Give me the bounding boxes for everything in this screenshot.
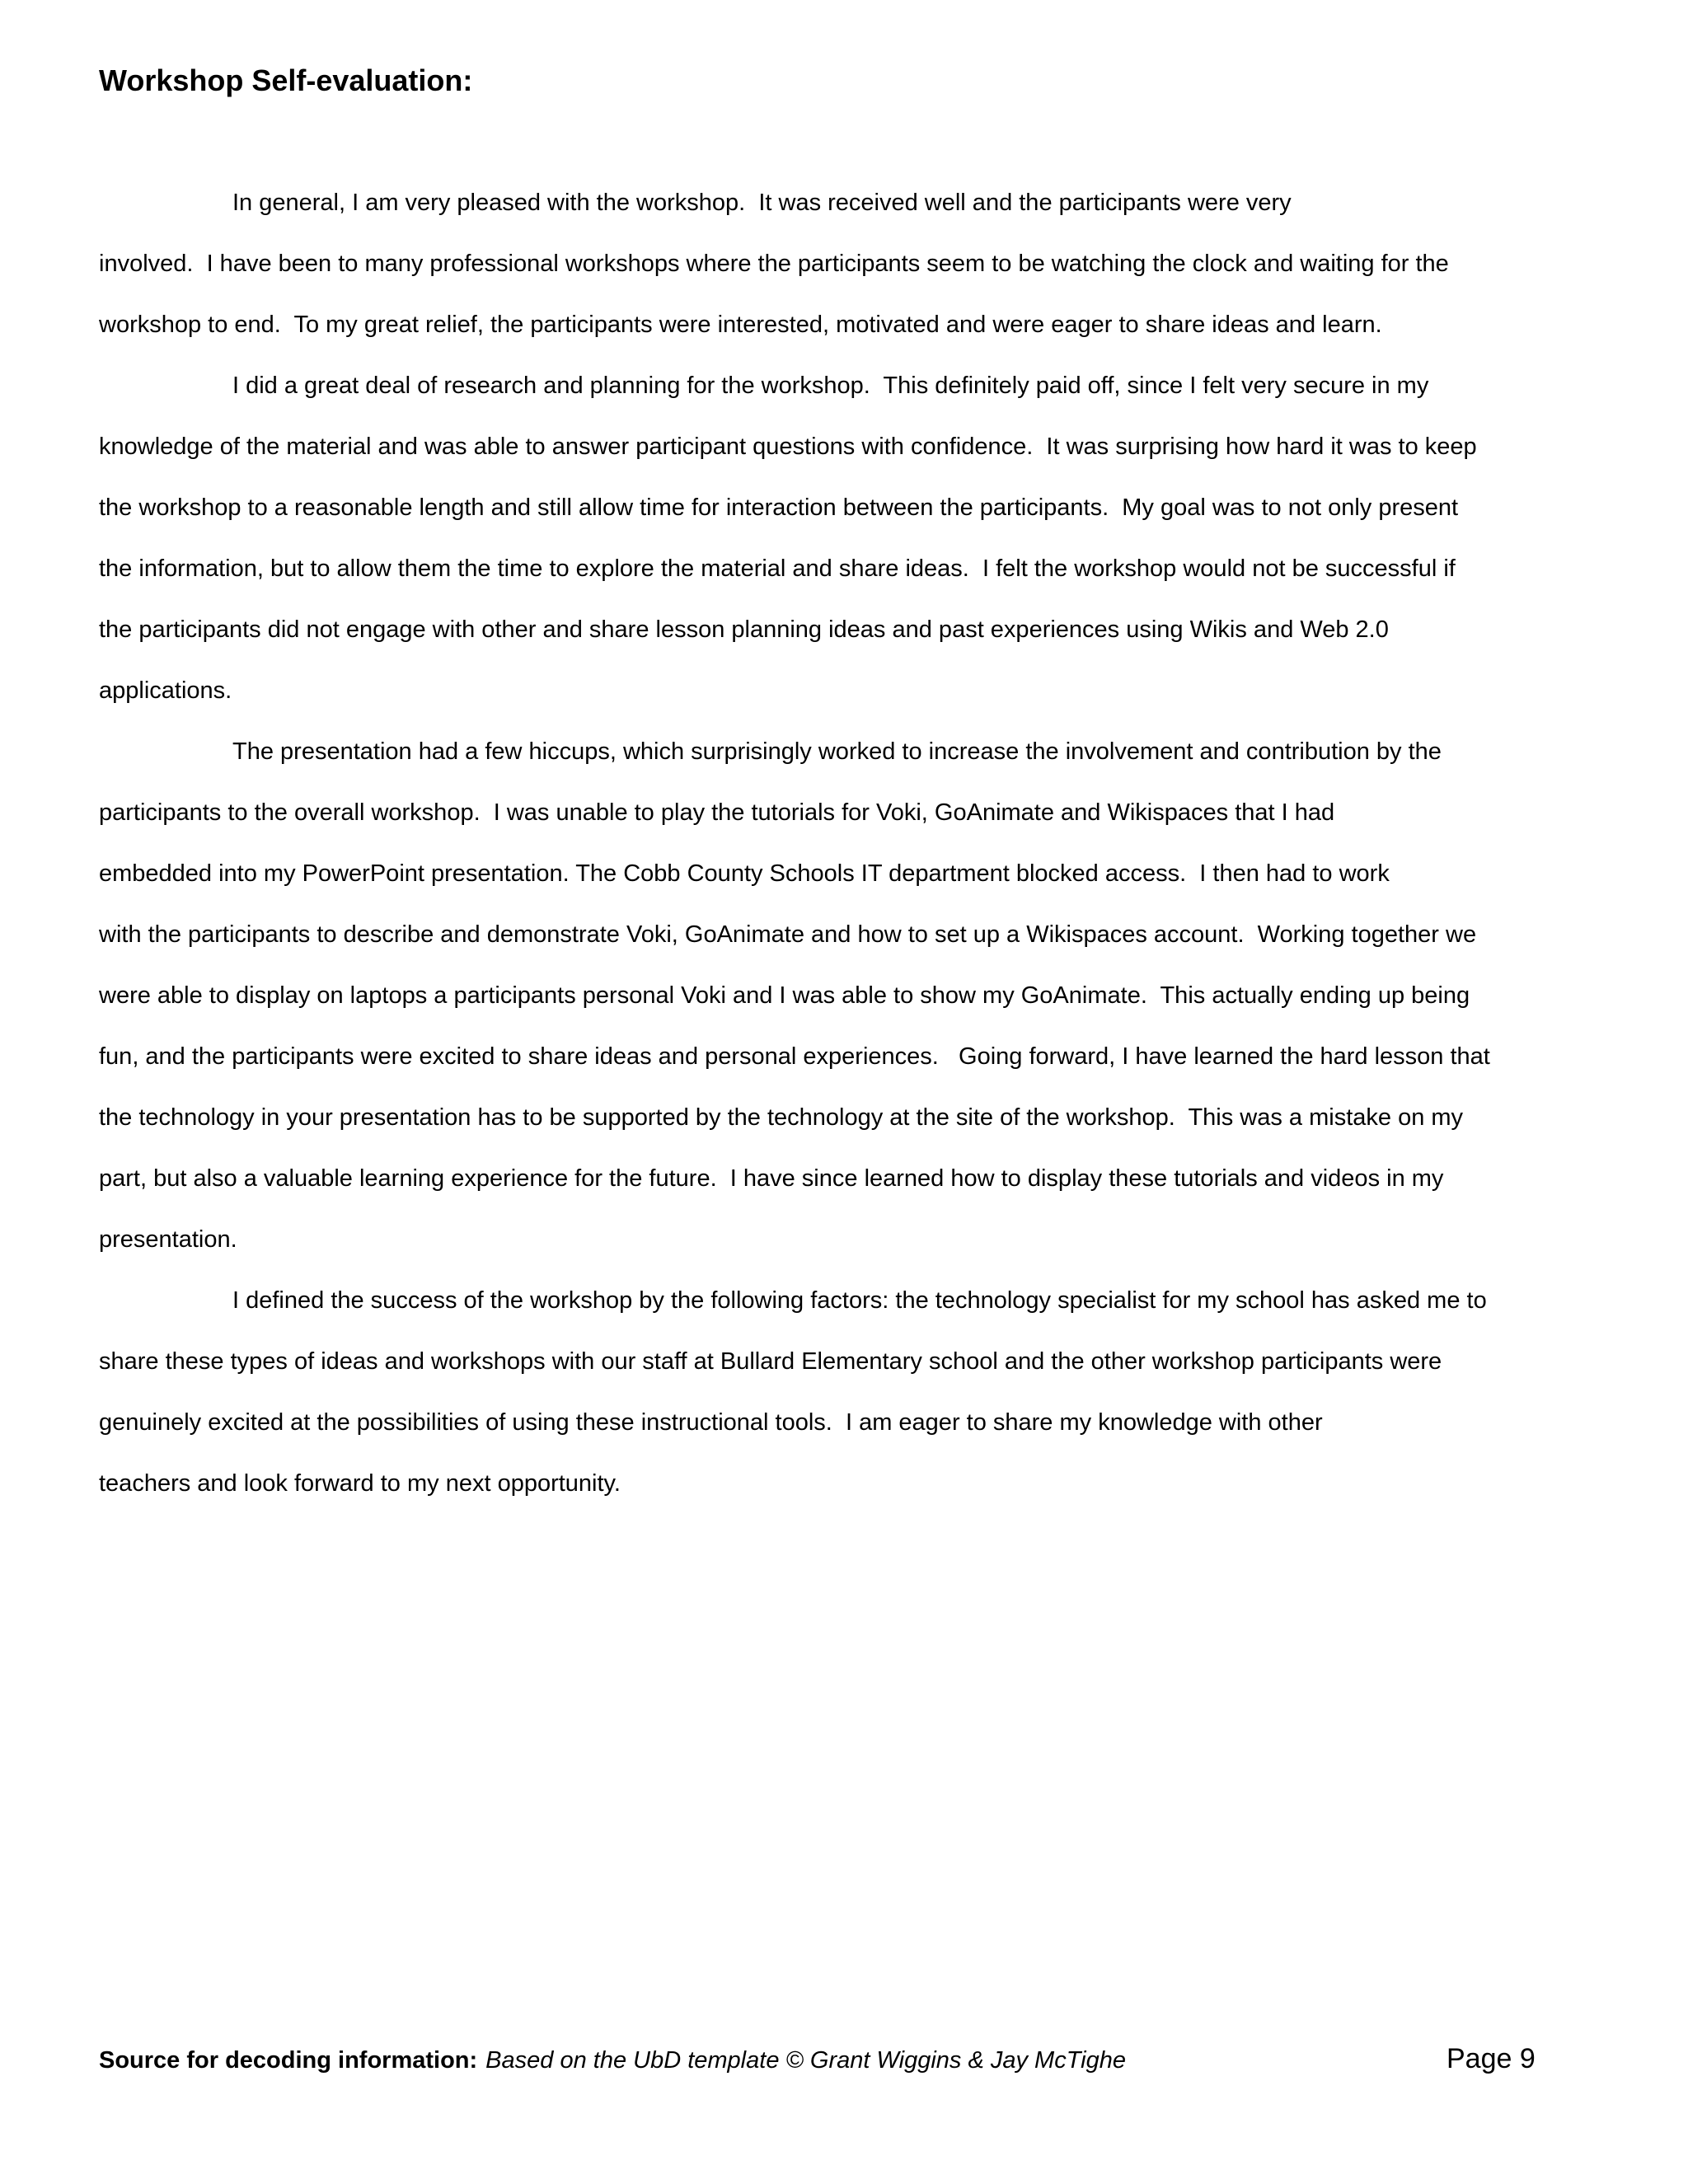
footer-source-label: Source for decoding information: <box>99 2047 478 2074</box>
text-line: genuinely excited at the possibilities of using these instructional tools. I am eager to share my knowledge with other <box>99 1409 1323 1436</box>
text-line: In general, I am very pleased with the workshop. It was received well and the participants were very <box>232 190 1292 216</box>
text-line: knowledge of the material and was able to answer participant questions with confidence. It was surprising how hard it was to keep <box>99 434 1477 460</box>
text-line: participants to the overall workshop. I was unable to play the tutorials for Voki, GoAnimate and Wikispaces that I had <box>99 799 1335 826</box>
text-line: I defined the success of the workshop by the following factors: the technology specialist for my school has asked me to <box>232 1287 1487 1314</box>
text-line: part, but also a valuable learning experience for the future. I have since learned how to display these tutorials and videos in my <box>99 1165 1444 1192</box>
text-line: the participants did not engage with other and share lesson planning ideas and past experiences using Wikis and Web 2.0 <box>99 616 1389 643</box>
text-line: fun, and the participants were excited to share ideas and personal experiences. Going forward, I have learned the hard lesson that <box>99 1043 1490 1070</box>
page-number: Page 9 <box>1447 2043 1536 2074</box>
footer-credit: Based on the UbD template © Grant Wiggins & Jay McTighe <box>485 2047 1126 2074</box>
text-line: applications. <box>99 677 232 704</box>
text-line: presentation. <box>99 1226 237 1253</box>
text-line: teachers and look forward to my next opportunity. <box>99 1470 621 1497</box>
text-line: The presentation had a few hiccups, which surprisingly worked to increase the involvement and contribution by the <box>232 738 1442 765</box>
text-line: workshop to end. To my great relief, the participants were interested, motivated and were eager to share ideas and learn. <box>99 312 1382 338</box>
page-title: Workshop Self-evaluation: <box>99 63 473 97</box>
text-line: share these types of ideas and workshops with our staff at Bullard Elementary school and the other workshop participants were <box>99 1348 1442 1375</box>
text-line: embedded into my PowerPoint presentation. The Cobb County Schools IT department blocked access. I then had to work <box>99 860 1390 887</box>
text-line: were able to display on laptops a participants personal Voki and I was able to show my GoAnimate. This actually ending up being <box>99 982 1470 1009</box>
text-line: I did a great deal of research and planning for the workshop. This definitely paid off, since I felt very secure in my <box>232 373 1429 399</box>
text-line: with the participants to describe and demonstrate Voki, GoAnimate and how to set up a Wikispaces account. Working together we <box>99 921 1477 948</box>
text-line: the workshop to a reasonable length and still allow time for interaction between the participants. My goal was to not only present <box>99 494 1459 521</box>
text-line: the information, but to allow them the time to explore the material and share ideas. I felt the workshop would not be successful if <box>99 555 1456 582</box>
page-footer <box>99 2044 1126 2077</box>
text-line: involved. I have been to many professional workshops where the participants seem to be watching the clock and waiting for the <box>99 251 1449 277</box>
text-line: the technology in your presentation has to be supported by the technology at the site of the workshop. This was a mistake on my <box>99 1104 1464 1131</box>
